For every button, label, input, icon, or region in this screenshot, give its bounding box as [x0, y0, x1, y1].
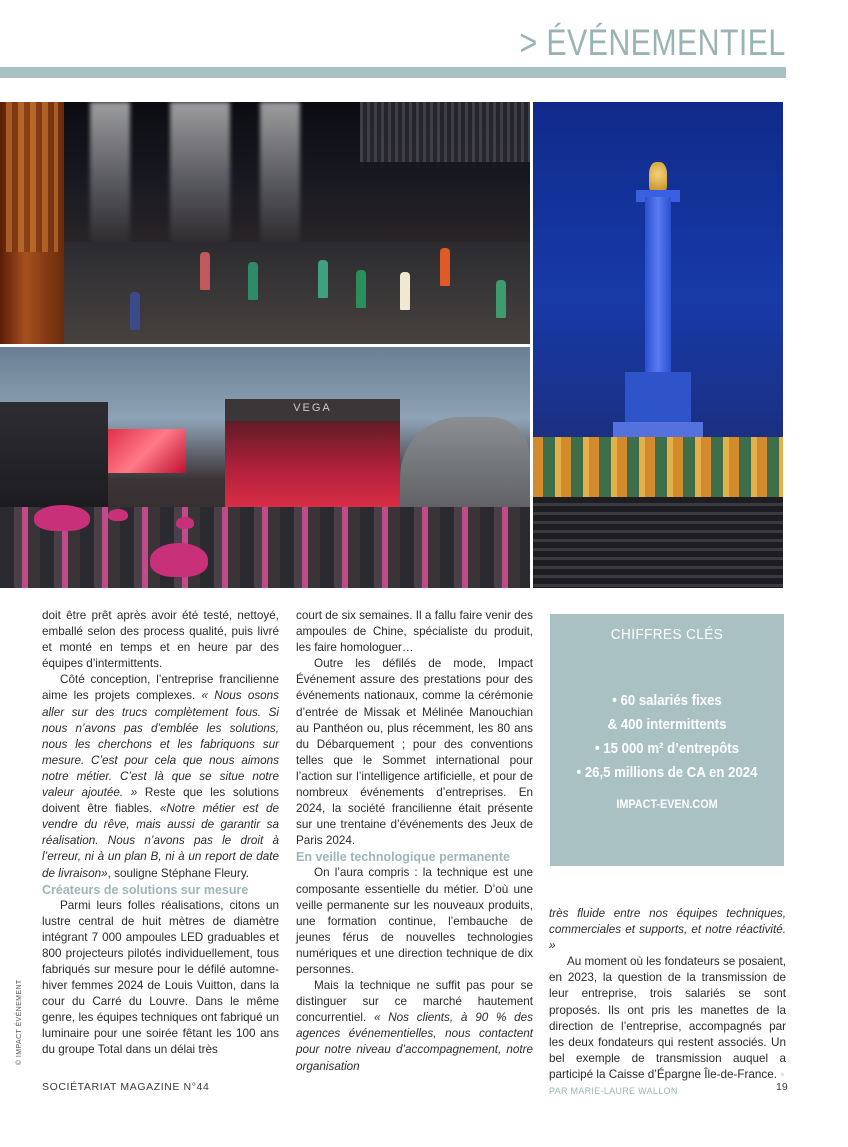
speaker-tower	[0, 402, 108, 507]
plaza-crosswalk	[533, 497, 783, 588]
magazine-name: SOCIÉTARIAT MAGAZINE N°44	[42, 1081, 210, 1093]
text-run: Côté conception, l’entreprise francilienne aime les projets complexes.	[42, 673, 279, 703]
model-figure	[356, 270, 366, 308]
text-column-2	[296, 608, 533, 1075]
theater-curtain	[0, 102, 64, 344]
text-column-3	[549, 906, 786, 1099]
paragraph: doit être prêt après avoir été testé, nettoyé, emballé selon des process qualité, puis livré et monté en temps et en heure par des équipes d’intermittents.	[42, 609, 279, 671]
website-link[interactable]: IMPACT-EVEN.COM	[616, 797, 718, 811]
photo-credit: © IMPACT ÉVÉNEMENT	[16, 979, 23, 1065]
key-figures-list	[550, 689, 784, 785]
quote: très fluide entre nos équipes techniques, commerciales et supports, et notre réactivité. »	[549, 907, 786, 953]
paragraph	[549, 906, 786, 954]
pink-hat	[108, 509, 128, 521]
spotlight	[260, 102, 300, 252]
text-run: Mais la technique ne suffit pas pour se distinguer sur ce marché hautement concurrentiel.	[296, 979, 533, 1025]
byline: PAR MARIE-LAURE WALLON	[549, 1086, 678, 1097]
golden-statue	[649, 162, 667, 192]
page-number: 19	[776, 1081, 788, 1093]
tent	[400, 417, 530, 512]
audience-stands	[360, 102, 530, 162]
pink-hat	[34, 505, 90, 531]
paragraph: On l’aura compris : la technique est une composante essentielle du métier. D’où une veille permanente sur les nouveaux produits, une formation continue, l’embauche de jeunes férus de nouvelles technologies numériques et une direction technique de dix personnes.	[296, 866, 533, 976]
model-figure	[400, 272, 410, 310]
text-column-1	[42, 608, 279, 1059]
key-figures-box	[550, 614, 784, 866]
paragraph	[296, 978, 533, 1075]
key-figure: • 60 salariés fixes	[612, 692, 722, 709]
paragraph	[549, 954, 786, 1083]
model-figure	[200, 252, 210, 290]
key-figure: • 15 000 m² d’entrepôts	[594, 740, 739, 757]
giant-screen	[108, 429, 186, 473]
paragraph	[42, 672, 279, 881]
stage-sign: VEGA	[293, 402, 332, 414]
audience-figure	[130, 292, 140, 330]
bastille-column-photo	[533, 102, 783, 588]
pink-hat	[150, 543, 208, 577]
key-figures-title: CHIFFRES CLÉS	[610, 626, 724, 643]
section-title: > ÉVÉNEMENTIEL	[519, 22, 786, 63]
quote: « Nous osons aller sur des trucs complètement fous. Si nous n’avons pas d’emblée les solutions, nous les cherchons et les fabriquons sur mesure. C’est pour cela que nous aimons notre métier. C’est là que se situe notre valeur ajoutée. »	[42, 689, 280, 800]
subheading: Créateurs de solutions sur mesure	[42, 882, 249, 897]
model-figure	[318, 260, 328, 298]
text-run: Au moment où les fondateurs se posaient, en 2023, la question de la transmission de leur entreprise, trois salariés se sont proposés. Ils ont pris les manettes de la direction de l’entreprise, accompagnés par les deux fondateurs qui restent associés. Un bel exemple de transmission auquel a participé la Caisse d’Épargne Île-de-France.	[549, 955, 786, 1081]
model-figure	[496, 280, 506, 318]
illuminated-trees	[533, 437, 783, 497]
concert-photo	[0, 347, 530, 588]
text-run: Reste que les solutions doivent être fiables.	[42, 786, 279, 816]
model-figure	[440, 248, 450, 286]
spotlight	[170, 102, 230, 252]
subheading: En veille technologique permanente	[296, 850, 510, 865]
pink-hat	[176, 517, 194, 529]
fashion-show-photo	[0, 102, 530, 344]
quote: «Notre métier est de vendre du rêve, mais aussi de garantir sa réalisation. Nous n’avons pas le droit à l’erreur, ni à un plan B, ni à un report de date de livraison»	[42, 802, 279, 880]
paragraph: Outre les défilés de mode, Impact Événement assure des prestations pour des événements nationaux, comme la cérémonie d’entrée de Missak et Mélinée Manouchian au Panthéon ou, plus récemment, les 80 ans du Débarquement ; pour des conventions telles que le Sommet international pour l’action sur l’intelligence artificielle, et pour de nombreux événements d’entreprises. En 2024, la société francilienne était présente sur une trentaine d’événements des Jeux de Paris 2024.	[296, 657, 533, 848]
end-mark: ◦	[780, 1067, 785, 1081]
text-run: , souligne Stéphane Fleury.	[107, 866, 250, 880]
key-figure: & 400 intermittents	[607, 716, 727, 733]
model-figure	[248, 262, 258, 300]
spotlight	[90, 102, 130, 252]
title-rule	[0, 67, 786, 78]
quote: « Nos clients, à 90 % des agences événementielles, nous contactent pour notre niveau d’accompagnement, notre organisation	[296, 1011, 533, 1073]
key-figure: • 26,5 millions de CA en 2024	[576, 764, 758, 781]
paragraph: court de six semaines. Il a fallu faire venir des ampoules de Chine, spécialiste du produit, les faire homologuer…	[296, 609, 533, 655]
paragraph: Parmi leurs folles réalisations, citons un lustre central de huit mètres de diamètre intégrant 7 000 ampoules LED graduables et 800 projecteurs pilotés individuellement, tous fabriqués sur mesure pour le défilé automne-hiver femmes 2024 de Louis Vuitton, dans la cour du Carré du Louvre. Dans le même genre, les équipes techniques ont fabriqué un luminaire pour une soirée fêtant les 100 ans du groupe Total dans un délai très	[42, 898, 279, 1057]
